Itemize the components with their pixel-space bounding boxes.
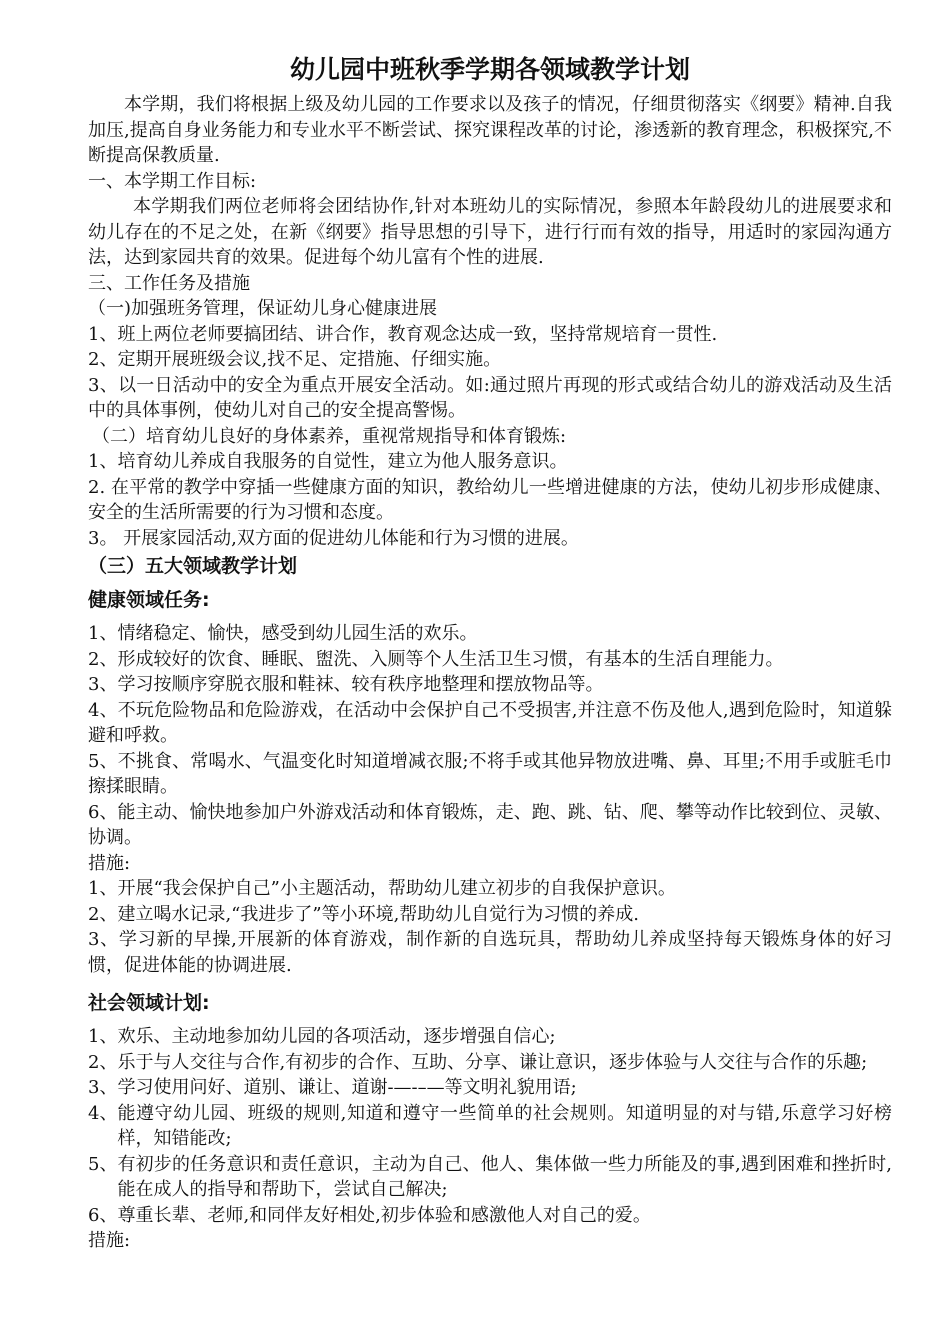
social-item-text: 尊重长辈、老师,和同伴友好相处,初步体验和感激他人对自己的爱。 xyxy=(117,1204,651,1226)
social-item xyxy=(88,1024,892,1050)
social-item-number: 4、 xyxy=(88,1102,118,1124)
sub1-item-2: 2、定期开展班级会议,找不足、定措施、仔细实施。 xyxy=(88,349,502,370)
section3-heading: 三、工作任务及措施 xyxy=(88,272,250,294)
sub2-item-1: 1、培育幼儿养成自我服务的自觉性，建立为他人服务意识。 xyxy=(88,451,568,472)
section1-body: 本学期我们两位老师将会团结协作,针对本班幼儿的实际情况，参照本年龄段幼儿的进展要求和幼儿存在的不足之处，在新《纲要》指导思想的引导下，进行行而有效的指导，用适时的家园沟通方法，达到家园共育的效果。促进每个幼儿富有个性的进展. xyxy=(88,196,892,268)
social-item-number: 2、 xyxy=(88,1051,118,1073)
social-item xyxy=(88,1101,892,1152)
social-item-text: 欢乐、主动地参加幼儿园的各项活动，逐步增强自信心; xyxy=(117,1026,556,1047)
sub3-heading: （三）五大领域教学计划 xyxy=(88,555,298,577)
social-item xyxy=(88,1075,892,1101)
sub2-item-3: 3。 开展家园活动,双方面的促进幼儿体能和行为习惯的进展。 xyxy=(88,527,579,549)
health-item-2: 2、形成较好的饮食、睡眠、盥洗、入厕等个人生活卫生习惯，有基本的生活自理能力。 xyxy=(88,648,784,670)
social-item-number: 6、 xyxy=(88,1204,118,1226)
social-item-text: 乐于与人交往与合作,有初步的合作、互助、分享、谦让意识，逐步体验与人交往与合作的乐趣; xyxy=(117,1051,868,1073)
intro-paragraph: 本学期，我们将根据上级及幼儿园的工作要求以及孩子的情况，仔细贯彻落实《纲要》精神.自我加压,提高自身业务能力和专业水平不断尝试、探究课程改革的讨论，渗透新的教育理念，积极探究,不断提高保教质量. xyxy=(88,94,892,166)
social-measures-label: 措施: xyxy=(88,1230,131,1251)
sub1-item-1: 1、班上两位老师要搞团结、讲合作，教育观念达成一致，坚持常规培育一贯性. xyxy=(88,323,718,345)
health-item-3: 3、学习按顺序穿脱衣服和鞋袜、较有秩序地整理和摆放物品等。 xyxy=(88,674,604,695)
sub2-item-2: 2. 在平常的教学中穿插一些健康方面的知识，教给幼儿一些增进健康的方法，使幼儿初步形成健康、安全的生活所需要的行为习惯和态度。 xyxy=(88,476,892,523)
social-item-number: 5、 xyxy=(88,1153,118,1175)
health-measure-2: 2、建立喝水记录,“我进步了”等小环境,帮助幼儿自觉行为习惯的养成. xyxy=(88,903,640,925)
social-item-text: 学习使用问好、道别、谦让、道谢-—-–—等文明礼貌用语; xyxy=(117,1077,577,1098)
social-item-text: 能遵守幼儿园、班级的规则,知道和遵守一些简单的社会规则。知道明显的对与错,乐意学习好榜样，知错能改; xyxy=(117,1102,892,1149)
health-measure-3: 3、学习新的早操,开展新的体育游戏，制作新的自选玩具，帮助幼儿养成坚持每天锻炼身体的好习惯，促进体能的协调进展. xyxy=(88,929,892,976)
social-heading: 社会领域计划: xyxy=(88,992,210,1014)
health-heading: 健康领域任务: xyxy=(88,589,210,611)
health-measure-1: 1、开展“我会保护自己”小主题活动，帮助幼儿建立初步的自我保护意识。 xyxy=(88,878,676,899)
document-page xyxy=(88,50,892,1254)
social-item-number: 1、 xyxy=(88,1026,118,1047)
sub2-heading: （二）培育幼儿良好的身体素养，重视常规指导和体育锻炼: xyxy=(92,425,567,447)
sub1-item-3: 3、以一日活动中的安全为重点开展安全活动。如:通过照片再现的形式或结合幼儿的游戏活动及生活中的具体事例，使幼儿对自己的安全提高警惕。 xyxy=(88,374,892,421)
social-item xyxy=(88,1050,892,1076)
page-title: 幼儿园中班秋季学期各领域教学计划 xyxy=(289,55,690,84)
social-item xyxy=(88,1203,892,1229)
health-item-6: 6、能主动、愉快地参加户外游戏活动和体育锻炼，走、跑、跳、钻、爬、攀等动作比较到位、灵敏、协调。 xyxy=(88,801,892,848)
health-item-4: 4、不玩危险物品和危险游戏，在活动中会保护自己不受损害,并注意不伤及他人,遇到危险时，知道躲避和呼救。 xyxy=(88,699,892,746)
section1-heading: 一、本学期工作目标: xyxy=(88,170,257,192)
social-item-number: 3、 xyxy=(88,1077,118,1098)
sub1-heading: （一)加强班务管理，保证幼儿身心健康进展 xyxy=(88,298,438,319)
social-item xyxy=(88,1152,892,1203)
health-item-5: 5、不挑食、常喝水、气温变化时知道增减衣服;不将手或其他异物放进嘴、鼻、耳里;不用手或脏毛巾擦揉眼睛。 xyxy=(88,750,892,797)
social-item-text: 有初步的任务意识和责任意识，主动为自己、他人、集体做一些力所能及的事,遇到困难和挫折时,能在成人的指导和帮助下，尝试自己解决; xyxy=(117,1153,892,1200)
health-measures-label: 措施: xyxy=(88,852,131,874)
health-item-1: 1、情绪稳定、愉快，感受到幼儿园生活的欢乐。 xyxy=(88,623,478,644)
